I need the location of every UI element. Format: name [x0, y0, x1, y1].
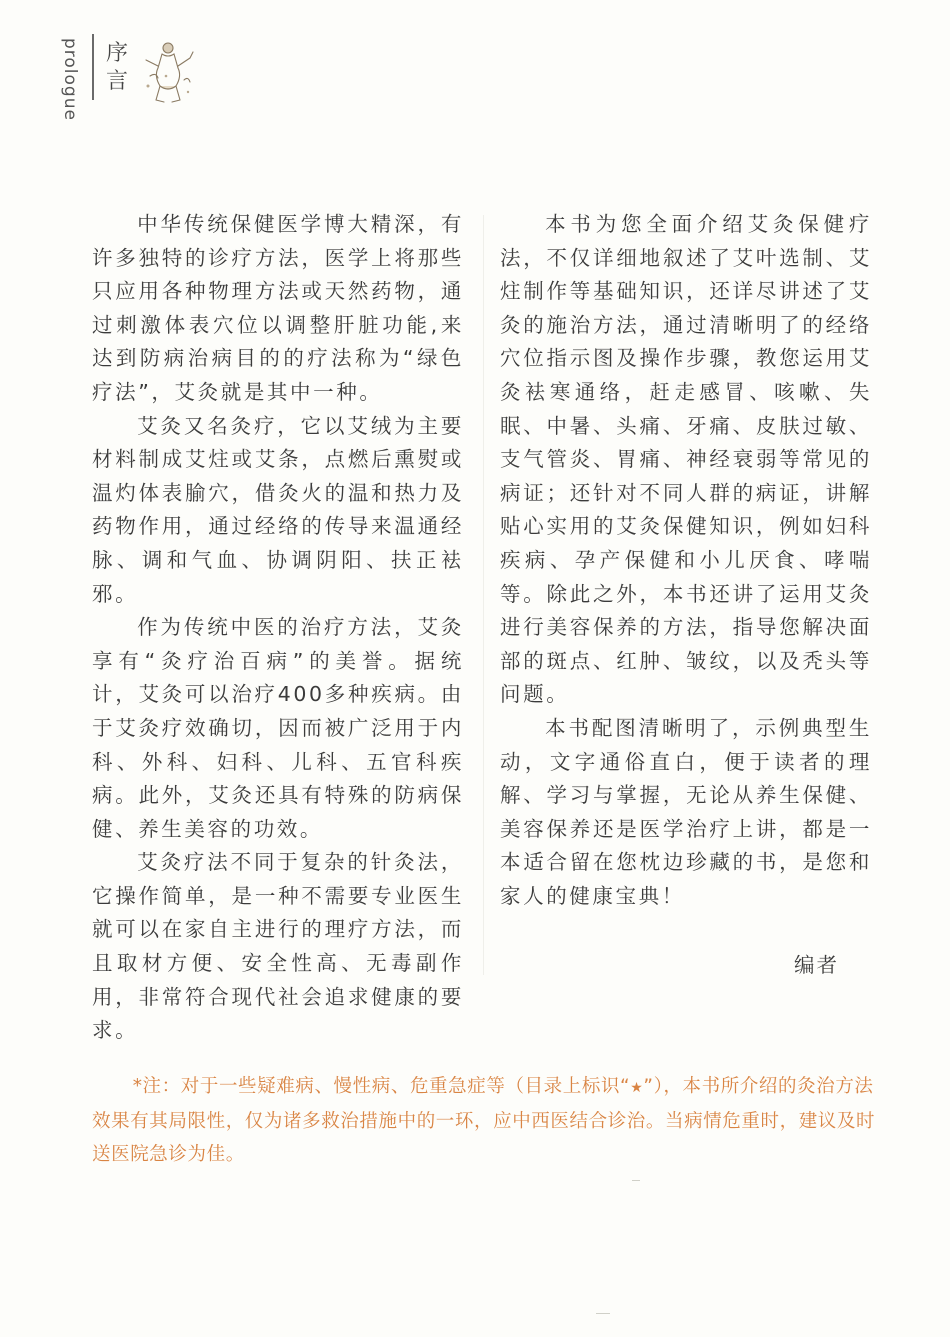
- section-title-char-2: 言: [106, 69, 129, 94]
- author-signature: 编者: [794, 953, 839, 977]
- star-icon: ★: [630, 1080, 644, 1096]
- section-title-char-1: 序: [106, 41, 129, 66]
- section-title: [106, 40, 130, 96]
- paragraph: 本书配图清晰明了，示例典型生动，文字通俗直白，便于读者的理解、学习与掌握，无论从养生保健、美容保养还是医学治疗上讲，都是一本适合留在您枕边珍藏的书，是您和家人的健康宝典！: [500, 715, 872, 908]
- column-divider: [483, 215, 484, 975]
- header-divider: [92, 34, 94, 100]
- page-header: [0, 0, 260, 120]
- section-label-en: prologue: [60, 38, 80, 121]
- paper-speck: [596, 1313, 610, 1314]
- paragraph: 艾灸疗法不同于复杂的针灸法，它操作简单，是一种不需要专业医生就可以在家自主进行的理疗方法，而且取材方便、安全性高、无毒副作用，非常符合现代社会追求健康的要求。: [92, 850, 464, 1043]
- paper-speck: [632, 1180, 640, 1181]
- footnote-text-start: *注：对于一些疑难病、慢性病、危重急症等（目录上标识“: [132, 1076, 631, 1097]
- right-column: [500, 208, 872, 913]
- paragraph: 作为传统中医的治疗方法，艾灸享有“灸疗治百病”的美誉。据统计，艾灸可以治疗400多种疾病。由于艾灸疗效确切，因而被广泛用于内科、外科、妇科、儿科、五官科疾病。此外，艾灸还具有特殊的防病保健、养生美容的功效。: [92, 615, 464, 841]
- footnote-text-end: ”），本书所介绍的灸治方法效果有其局限性，仅为诸多救治措施中的一环，应中西医结合诊治。当病情危重时，建议及时送医院急诊为佳。: [92, 1076, 876, 1165]
- footnote-text: [92, 1070, 882, 1171]
- paragraph: 本书为您全面介绍艾灸保健疗法，不仅详细地叙述了艾叶选制、艾炷制作等基础知识，还详尽讲述了艾灸的施治方法，通过清晰明了的经络穴位指示图及操作步骤，教您运用艾灸袪寒通络，赶走感冒、咳嗽、失眠、中暑、头痛、牙痛、皮肤过敏、支气管炎、胃痛、神经衰弱等常见的病证；还针对不同人群的病证，讲解贴心实用的艾灸保健知识，例如妇科疾病、孕产保健和小儿厌食、哮喘等。除此之外，本书还讲了运用艾灸进行美容保养的方法，指导您解决面部的斑点、红肿、皱纹，以及秃头等问题。: [500, 212, 872, 707]
- left-column: [92, 208, 464, 1048]
- paragraph: 中华传统保健医学博大精深，有许多独特的诊疗方法，医学上将那些只应用各种物理方法或天然药物，通过刺激体表穴位以调整肝脏功能,来达到防病治病目的的疗法称为“绿色疗法”，艾灸就是其中一种。: [92, 212, 464, 404]
- decorative-figure-illustration: [138, 36, 198, 106]
- footnote: [92, 1070, 882, 1171]
- paragraph: 艾灸又名灸疗，它以艾绒为主要材料制成艾炷或艾条，点燃后熏熨或温灼体表腧穴，借灸火的温和热力及药物作用，通过经络的传导来温通经脉、调和气血、协调阴阳、扶正袪邪。: [92, 413, 464, 606]
